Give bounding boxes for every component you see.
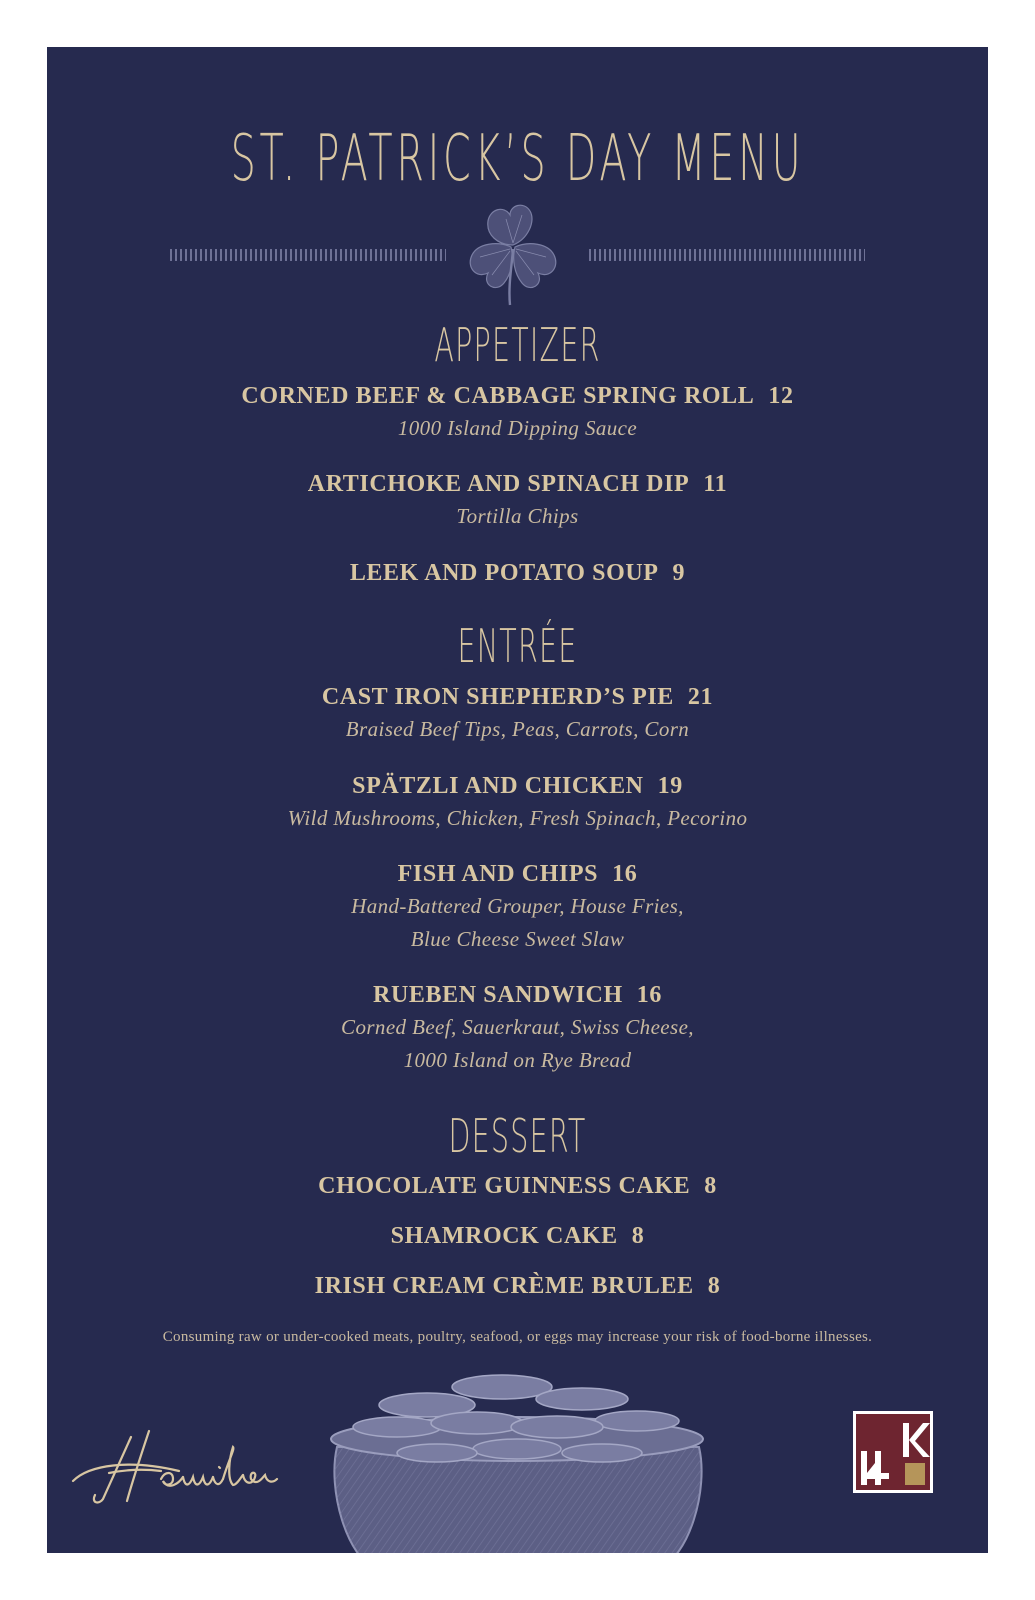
item-description: 1000 Island Dipping Sauce <box>397 416 638 440</box>
divider-left <box>170 249 446 261</box>
item-name: CORNED BEEF & CABBAGE SPRING ROLL <box>241 383 755 409</box>
menu-item-creme-brulee <box>47 1274 988 1298</box>
item-name: RUEBEN SANDWICH <box>373 982 623 1008</box>
item-price: 8 <box>707 1273 721 1299</box>
item-name: FISH AND CHIPS <box>397 861 599 887</box>
item-description: Blue Cheese Sweet Slaw <box>410 927 625 951</box>
item-description: Braised Beef Tips, Peas, Carrots, Corn <box>345 717 690 741</box>
menu-item-spring-roll <box>47 384 988 408</box>
menu-item-shepherds-pie <box>47 685 988 709</box>
menu-card <box>47 47 988 1553</box>
item-name: CAST IRON SHEPHERD’S PIE <box>321 684 674 710</box>
item-description: Corned Beef, Sauerkraut, Swiss Cheese, <box>341 1015 694 1039</box>
item-price: 8 <box>631 1223 645 1249</box>
food-safety-disclaimer: Consuming raw or under-cooked meats, poultry, seafood, or eggs may increase your risk of food-borne illnesses. <box>162 1329 873 1345</box>
menu-item-fish-chips <box>47 862 988 886</box>
menu-item-spatzli-chicken <box>47 774 988 798</box>
item-description: Hand-Battered Grouper, House Fries, <box>351 894 684 918</box>
item-price: 12 <box>768 383 794 409</box>
item-name: LEEK AND POTATO SOUP <box>349 560 659 586</box>
menu-title: ST. PATRICK’S DAY MENU <box>230 122 805 196</box>
menu-item-shamrock-cake <box>47 1224 988 1248</box>
item-price: 11 <box>703 471 728 497</box>
menu-item-leek-soup <box>47 561 988 585</box>
section-heading-dessert: DESSERT <box>448 1109 587 1163</box>
item-price: 21 <box>687 684 714 710</box>
pot-of-gold-icon <box>317 1369 717 1553</box>
item-price: 16 <box>612 861 638 887</box>
menu-item-artichoke-dip <box>47 472 988 496</box>
section-heading-entree: ENTRÉE <box>457 619 578 673</box>
item-name: CHOCOLATE GUINNESS CAKE <box>318 1173 691 1199</box>
item-price: 19 <box>657 773 683 799</box>
shamrock-icon <box>458 195 568 307</box>
menu-item-guinness-cake <box>47 1174 988 1198</box>
item-name: SHAMROCK CAKE <box>390 1223 618 1249</box>
hamilton-signature <box>69 1419 279 1509</box>
item-price: 16 <box>636 982 662 1008</box>
section-heading-appetizer: APPETIZER <box>434 318 601 372</box>
item-description: Tortilla Chips <box>456 504 579 528</box>
item-price: 8 <box>704 1173 717 1199</box>
14k-logo <box>853 1411 933 1493</box>
item-name: IRISH CREAM CRÈME BRULEE <box>314 1273 694 1299</box>
item-description: Wild Mushrooms, Chicken, Fresh Spinach, Pecorino <box>287 806 748 830</box>
divider-right <box>589 249 865 261</box>
item-name: ARTICHOKE AND SPINACH DIP <box>307 471 690 497</box>
item-name: SPÄTZLI AND CHICKEN <box>352 773 644 799</box>
item-description: 1000 Island on Rye Bread <box>403 1048 632 1072</box>
item-price: 9 <box>672 560 686 586</box>
menu-item-rueben-sandwich <box>47 983 988 1007</box>
